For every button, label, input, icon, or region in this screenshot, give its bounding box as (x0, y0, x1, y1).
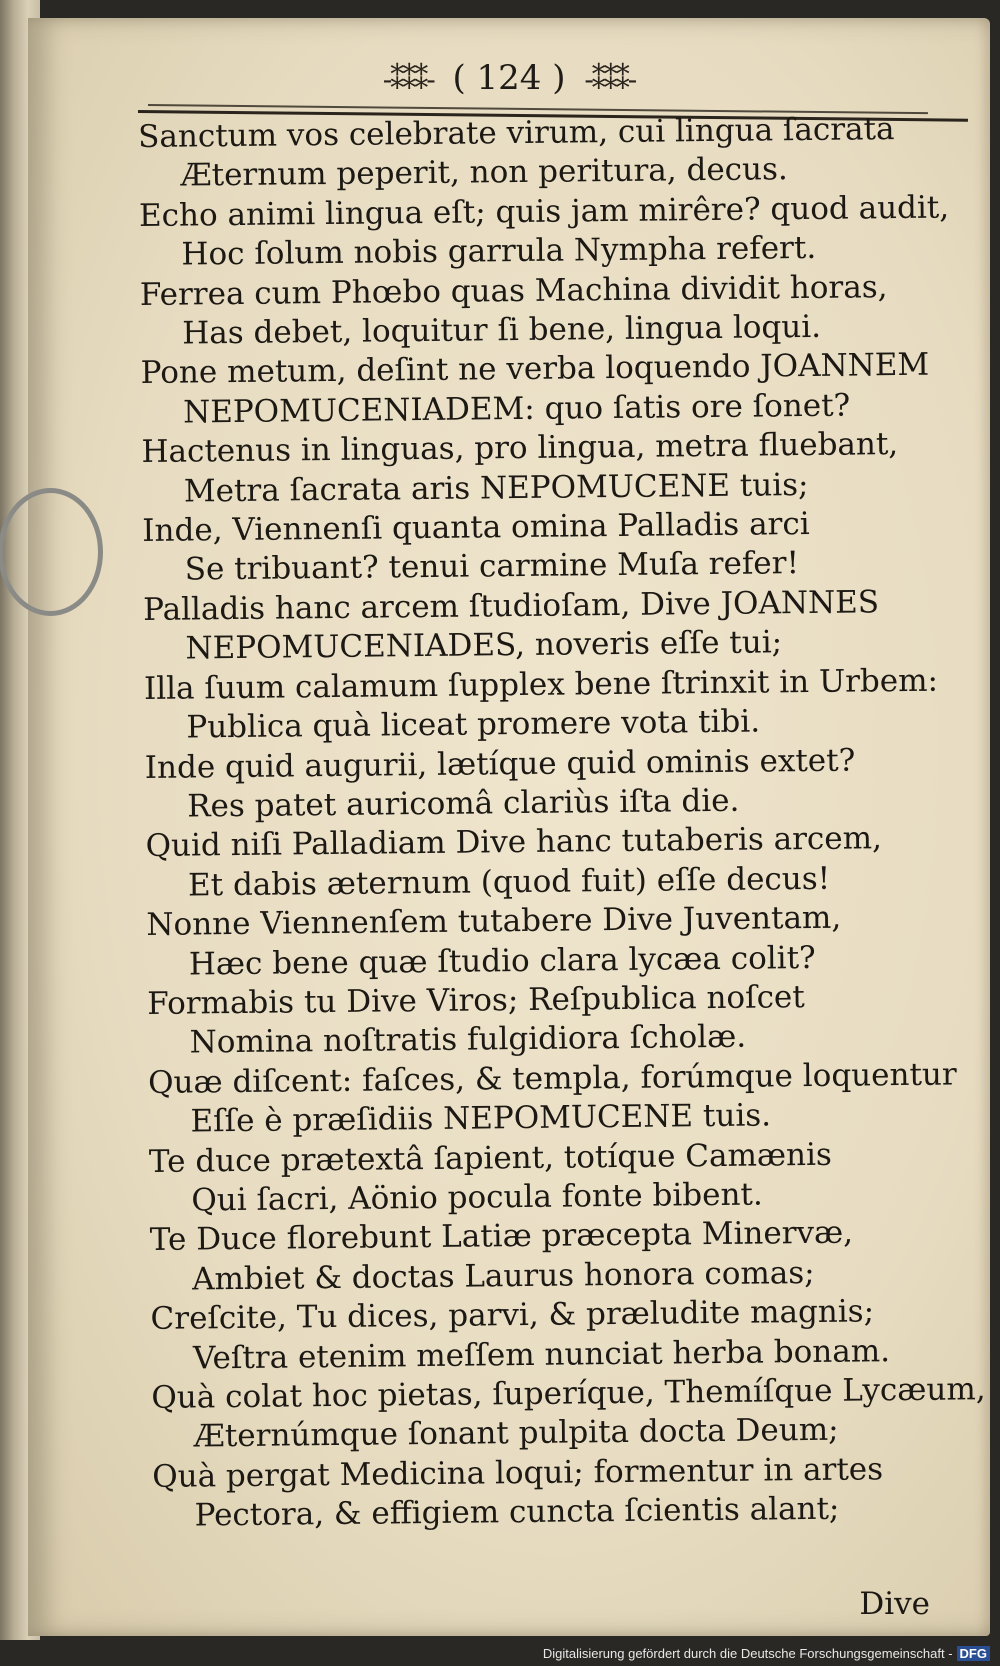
verse-line: Illa ſuum calamum ſupplex bene ſtrinxit in Urbem: (143, 662, 939, 707)
verse-line: Sanctum vos celebrate virum, cui lingua ſacrata (138, 111, 895, 155)
verse-line: Veſtra etenim meſſem nunciat herba bonam. (192, 1332, 891, 1377)
verse-line: Te Duce florebunt Latiæ præcepta Minervæ, (149, 1214, 854, 1259)
verse-line: NEPOMUCENIADES, noveris eſſe tui; (185, 624, 783, 667)
poem-text (138, 109, 1000, 1536)
verse-line: Hoc ſolum nobis garrula Nympha refert. (181, 230, 817, 273)
verse-line: Quæ diſcent: faſces, & templa, forúmque loquentur (147, 1056, 957, 1101)
verse-line: Hæc bene quæ ſtudio clara lycæa colit? (188, 939, 816, 983)
verse-line: Nonne Viennenſem tutabere Dive Juventam, (146, 899, 842, 944)
verse-line: Palladis hanc arcem ſtudioſam, Dive JOANNES (142, 584, 880, 628)
verse-line: NEPOMUCENIADEM: quo ſatis ore ſonet? (182, 387, 851, 431)
header-ornament-right: -⁑⁑⁑- (584, 63, 636, 96)
verse-line: Creſcite, Tu dices, parvi, & præludite magnis; (150, 1293, 875, 1338)
verse-line: Inde quid augurii, lætíque quid ominis extet? (144, 742, 856, 786)
verse-line: Ferrea cum Phœbo quas Machina dividit horas, (139, 268, 888, 313)
verse-line: Pone metum, deſint ne verba loquendo JOANNEM (140, 347, 930, 392)
page-number: ( 124 ) (452, 58, 566, 98)
verse-line: Hactenus in linguas, pro lingua, metra fluebant, (141, 426, 899, 471)
verse-line: Quà colat hoc pietas, ſuperíque, Themíſque Lycæum, (151, 1371, 986, 1416)
verse-line: Quà pergat Medicina loqui; formentur in artes (152, 1451, 884, 1495)
verse-line: Quid niſi Palladiam Dive hanc tutaberis arcem, (145, 820, 883, 865)
verse-line: Formabis tu Dive Viros; Reſpublica noſcet (147, 979, 805, 1022)
dfg-logo: DFG (957, 1646, 990, 1661)
verse-line: Æternúmque ſonant pulpita docta Deum; (193, 1412, 839, 1455)
credit-text: Digitalisierung gefördert durch die Deutsche Forschungsgemeinschaft - (542, 1646, 953, 1661)
verse-line: Nomina noſtratis fulgidiora ſcholæ. (189, 1019, 747, 1061)
verse-line: Et dabis æternum (quod fuit) eſſe decus! (187, 860, 831, 904)
verse-line: Ambiet & doctas Laurus honora comas; (191, 1254, 815, 1298)
verse-line: Se tribuant? tenui carmine Muſa refer! (184, 545, 800, 589)
verse-line: Te duce prætextâ ſapient, totíque Camænis (148, 1136, 833, 1180)
verse-line: Æternum peperit, non peritura, decus. (180, 151, 788, 194)
book-page (28, 18, 990, 1636)
digitization-credit (543, 1646, 990, 1661)
verse-line: Echo animi lingua eſt; quis jam mirêre? quod audit, (138, 189, 950, 234)
verse-line: Inde, Viennenſi quanta omina Palladis arci (142, 506, 810, 550)
verse-line: Res patet auricomâ clariùs iſta die. (187, 782, 740, 825)
verse-line: Qui ſacri, Aönio pocula fonte bibent. (191, 1176, 763, 1219)
verse-line: Pectora, & effigiem cuncta ſcientis alant; (194, 1490, 840, 1534)
page-clip-icon (28, 488, 98, 608)
verse-line: Has debet, loquitur ſi bene, lingua loqui. (182, 308, 822, 352)
verse-line: Publica quà liceat promere vota tibi. (186, 703, 761, 746)
verse-line: Metra ſacrata aris NEPOMUCENE tuis; (183, 466, 809, 510)
header-ornament-left: -⁑⁑⁑- (382, 63, 434, 96)
catchword: Dive (859, 1586, 930, 1622)
page-header (28, 58, 990, 98)
verse-line: Eſſe è præſidiis NEPOMUCENE tuis. (190, 1097, 772, 1140)
